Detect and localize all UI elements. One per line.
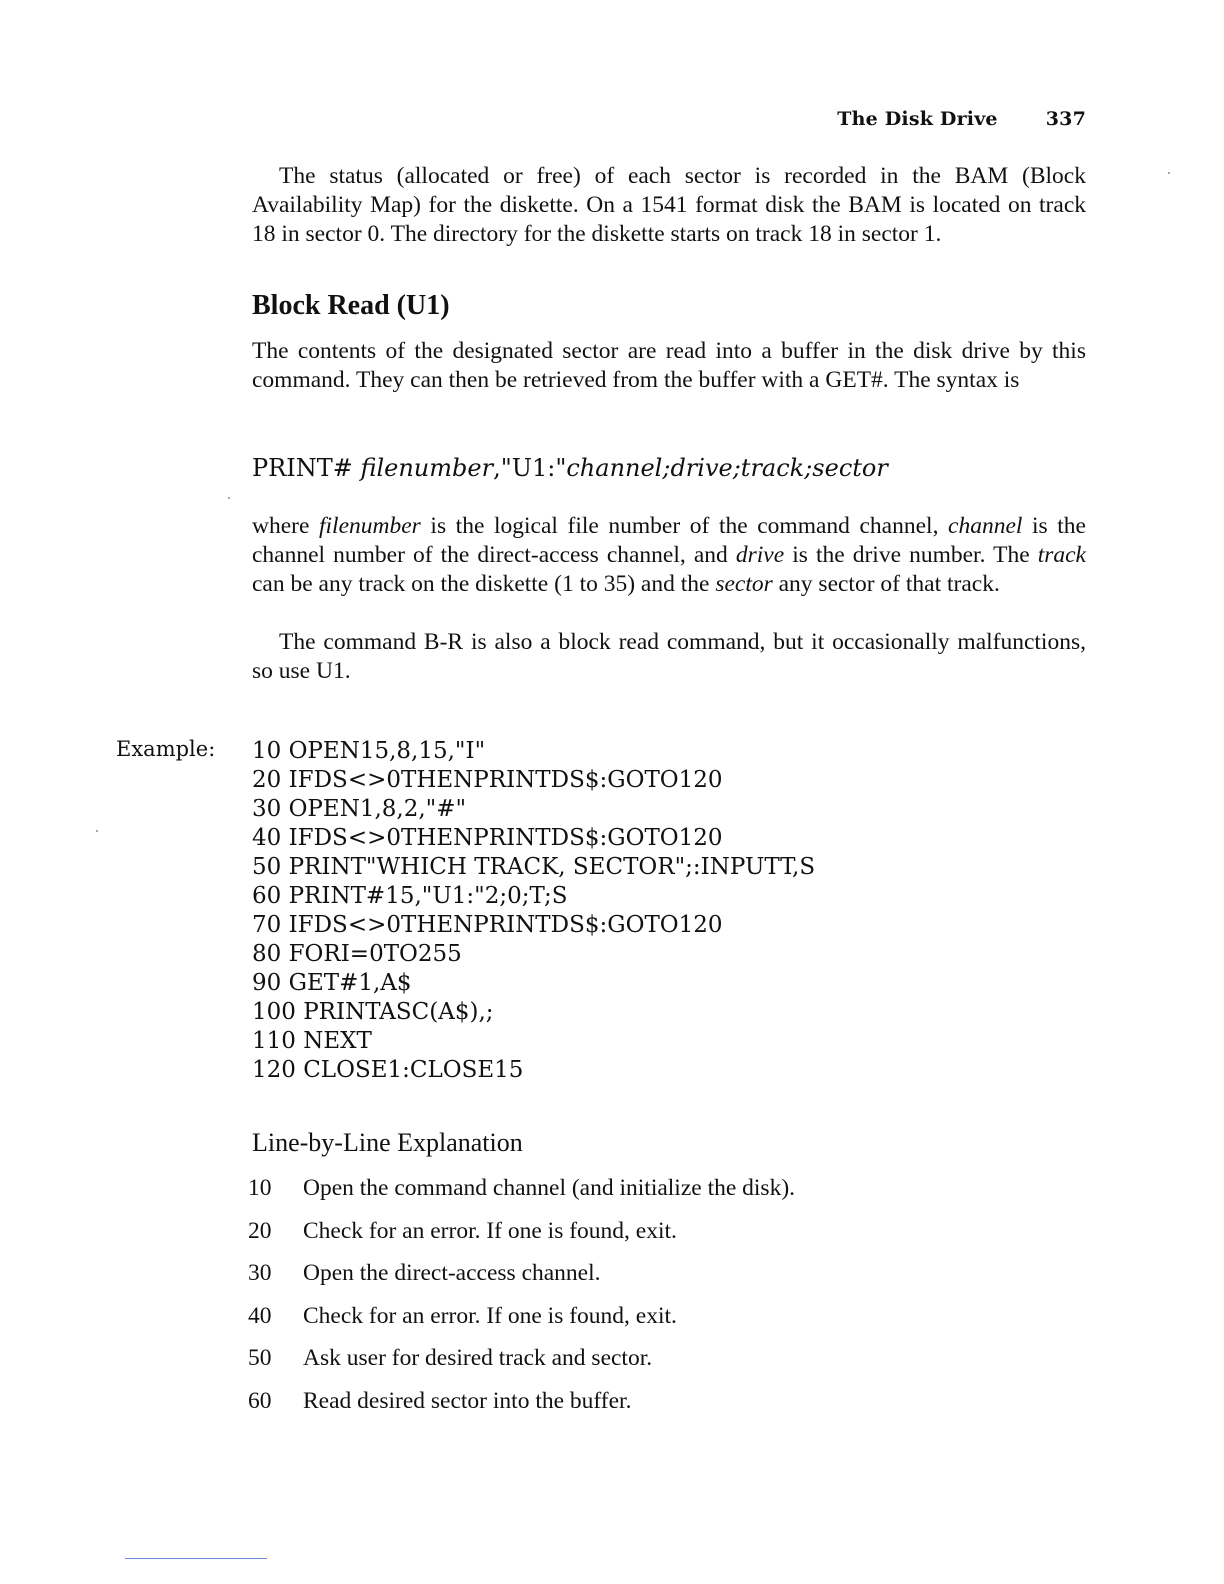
scan-artifact-line (125, 1558, 267, 1559)
explanation-row (248, 1303, 795, 1346)
where-drive: drive (735, 542, 785, 568)
syntax-line (252, 454, 888, 482)
code-line: 90 GET#1,A$ (252, 970, 412, 996)
section-paragraph: The contents of the designated sector are read into a buffer in the disk drive by this command. They can then be retrieved from the buffer with a GET#. The syntax is (252, 338, 1086, 393)
where-channel: channel (948, 513, 1023, 539)
explanation-text: Ask user for desired track and sector. (303, 1345, 653, 1372)
code-line: 20 IFDS<>0THENPRINTDS$:GOTO120 (252, 767, 723, 793)
running-head-title: The Disk Drive (837, 108, 998, 130)
syntax-filenumber: filenumber (360, 454, 494, 482)
explanation-text: Check for an error. If one is found, exit. (303, 1217, 677, 1244)
explanation-line-number: 10 (248, 1175, 272, 1201)
explanation-heading: Line-by-Line Explanation (252, 1128, 523, 1157)
explanation-row (248, 1345, 795, 1388)
code-line: 50 PRINT"WHICH TRACK, SECTOR";:INPUTT,S (252, 854, 816, 880)
explanation-line-number: 60 (248, 1387, 272, 1414)
where-filenumber: filenumber (319, 513, 421, 539)
page-number: 337 (1045, 108, 1086, 130)
explanation-text: Open the direct-access channel. (303, 1260, 601, 1287)
running-head (837, 108, 1086, 130)
explanation-text: Read desired sector into the buffer. (303, 1387, 632, 1414)
code-line: 30 OPEN1,8,2,"#" (252, 796, 467, 822)
code-line: 60 PRINT#15,"U1:"2;0;T;S (252, 883, 568, 909)
where-text-3: is the channel number of the direct-access channel, and (252, 513, 1086, 568)
explanation-row (248, 1218, 795, 1261)
where-text-2: is the logical file number of the command channel, (420, 513, 949, 539)
explanation-text: Open the command channel (and initialize the disk). (303, 1175, 796, 1201)
scan-speck (228, 497, 230, 499)
explanation-text: Check for an error. If one is found, exit. (303, 1302, 677, 1329)
scan-speck (1168, 172, 1170, 174)
where-text-4: is the drive number. The (784, 542, 1038, 568)
explanation-row (248, 1175, 795, 1218)
code-listing (252, 737, 815, 1085)
where-text-6: any sector of that track. (772, 571, 1000, 597)
code-line: 110 NEXT (252, 1028, 372, 1054)
where-paragraph (252, 512, 1086, 599)
br-paragraph: The command B-R is also a block read command, but it occasionally malfunctions, so use U1. (252, 629, 1086, 684)
explanation-row (248, 1388, 795, 1431)
syntax-prefix: PRINT# (252, 454, 361, 482)
example-label: Example: (116, 737, 216, 761)
code-line: 100 PRINTASC(A$),; (252, 999, 494, 1025)
code-line: 10 OPEN15,8,15,"I" (252, 738, 486, 764)
explanation-line-number: 20 (248, 1217, 272, 1244)
explanation-line-number: 50 (248, 1345, 272, 1372)
where-text-1: where (252, 513, 319, 539)
explanation-line-number: 40 (248, 1302, 272, 1329)
code-line: 40 IFDS<>0THENPRINTDS$:GOTO120 (252, 825, 723, 851)
code-line: 70 IFDS<>0THENPRINTDS$:GOTO120 (252, 912, 723, 938)
explanation-list (248, 1175, 795, 1431)
code-line: 120 CLOSE1:CLOSE15 (252, 1057, 524, 1083)
where-sector: sector (715, 571, 773, 597)
where-track: track (1037, 542, 1086, 568)
section-heading: Block Read (U1) (252, 290, 450, 321)
intro-paragraph: The status (allocated or free) of each sector is recorded in the BAM (Block Availability Map) for the diskette. On a 1541 format disk the BAM is located on track 18 in sector 0. The directory for the diskette starts on track 18 in sector 1. (252, 163, 1086, 247)
explanation-row (248, 1260, 795, 1303)
syntax-command: ,"U1:" (493, 454, 567, 482)
scan-speck (96, 830, 98, 832)
syntax-params: channel;drive;track;sector (566, 454, 888, 482)
code-line: 80 FORI=0TO255 (252, 941, 462, 967)
explanation-line-number: 30 (248, 1260, 272, 1287)
where-text-5: can be any track on the diskette (1 to 35) and the (252, 571, 716, 597)
